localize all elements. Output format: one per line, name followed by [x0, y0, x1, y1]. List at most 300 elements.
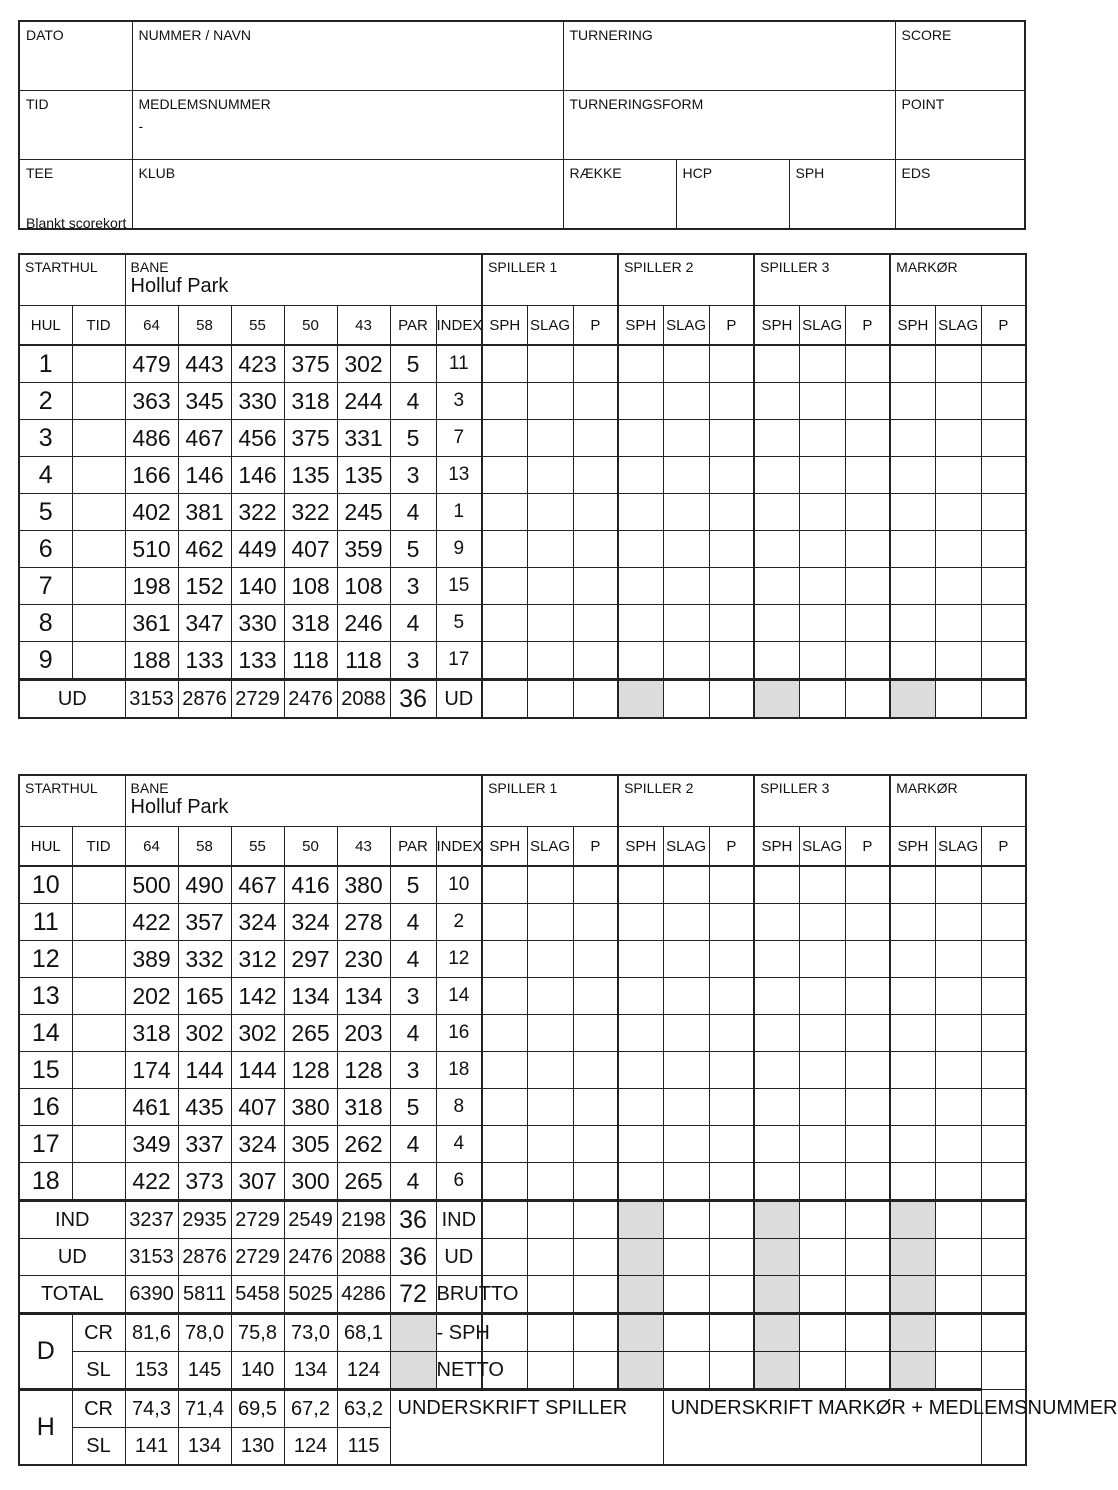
score-cell[interactable] — [845, 457, 890, 494]
score-cell[interactable] — [890, 420, 935, 457]
tee-time-cell[interactable] — [72, 494, 125, 531]
score-cell[interactable] — [482, 457, 527, 494]
score-cell[interactable] — [981, 941, 1026, 978]
score-cell[interactable] — [618, 605, 663, 642]
score-cell[interactable] — [799, 941, 845, 978]
score-cell[interactable] — [935, 866, 981, 904]
score-cell[interactable] — [709, 1163, 754, 1201]
score-cell[interactable] — [845, 904, 890, 941]
sum-score-cell[interactable] — [845, 1314, 890, 1352]
score-cell[interactable] — [799, 1126, 845, 1163]
score-cell[interactable] — [573, 383, 618, 420]
score-cell[interactable] — [845, 1052, 890, 1089]
score-cell[interactable] — [799, 494, 845, 531]
score-cell[interactable] — [482, 904, 527, 941]
sum-score-cell[interactable] — [709, 1239, 754, 1276]
score-cell[interactable] — [573, 941, 618, 978]
score-cell[interactable] — [754, 866, 799, 904]
score-cell[interactable] — [890, 866, 935, 904]
score-cell[interactable] — [482, 531, 527, 568]
score-cell[interactable] — [981, 1089, 1026, 1126]
sum-score-cell[interactable] — [935, 1276, 981, 1314]
sum-score-cell[interactable] — [709, 1201, 754, 1239]
score-cell[interactable] — [981, 568, 1026, 605]
field-point[interactable]: POINT — [895, 91, 1025, 160]
score-cell[interactable] — [935, 457, 981, 494]
sum-score-cell[interactable] — [890, 1201, 935, 1239]
score-cell[interactable] — [845, 568, 890, 605]
score-cell[interactable] — [618, 1163, 663, 1201]
score-cell[interactable] — [799, 568, 845, 605]
score-cell[interactable] — [709, 457, 754, 494]
sum-score-cell[interactable] — [527, 1239, 573, 1276]
score-cell[interactable] — [573, 978, 618, 1015]
score-cell[interactable] — [845, 941, 890, 978]
sum-score-cell[interactable] — [754, 1352, 799, 1390]
sum-score-cell[interactable] — [981, 1276, 1026, 1314]
sum-score-cell[interactable] — [754, 1314, 799, 1352]
sum-score-cell[interactable] — [799, 1352, 845, 1390]
score-cell[interactable] — [527, 605, 573, 642]
score-cell[interactable] — [890, 1126, 935, 1163]
score-cell[interactable] — [527, 1052, 573, 1089]
score-cell[interactable] — [890, 605, 935, 642]
score-cell[interactable] — [981, 345, 1026, 383]
field-tid[interactable]: TID — [19, 91, 132, 160]
score-cell[interactable] — [981, 494, 1026, 531]
sum-score-cell[interactable] — [890, 1352, 935, 1390]
sum-score-cell[interactable] — [527, 680, 573, 719]
score-cell[interactable] — [709, 1052, 754, 1089]
score-cell[interactable] — [573, 1015, 618, 1052]
score-cell[interactable] — [845, 531, 890, 568]
score-cell[interactable] — [754, 978, 799, 1015]
tee-time-cell[interactable] — [72, 642, 125, 680]
score-cell[interactable] — [981, 1052, 1026, 1089]
score-cell[interactable] — [845, 383, 890, 420]
score-cell[interactable] — [618, 1052, 663, 1089]
score-cell[interactable] — [799, 904, 845, 941]
score-cell[interactable] — [709, 531, 754, 568]
sum-score-cell[interactable] — [663, 680, 709, 719]
score-cell[interactable] — [618, 494, 663, 531]
score-cell[interactable] — [890, 494, 935, 531]
score-cell[interactable] — [709, 978, 754, 1015]
sum-score-cell[interactable] — [845, 1239, 890, 1276]
sum-score-cell[interactable] — [754, 680, 799, 719]
field-dato[interactable]: DATO — [19, 21, 132, 91]
score-cell[interactable] — [618, 531, 663, 568]
score-cell[interactable] — [618, 568, 663, 605]
tee-time-cell[interactable] — [72, 345, 125, 383]
score-cell[interactable] — [709, 941, 754, 978]
score-cell[interactable] — [890, 1052, 935, 1089]
score-cell[interactable] — [890, 531, 935, 568]
score-cell[interactable] — [935, 494, 981, 531]
score-cell[interactable] — [754, 420, 799, 457]
sum-score-cell[interactable] — [618, 1239, 663, 1276]
sum-score-cell[interactable] — [890, 1314, 935, 1352]
score-cell[interactable] — [482, 1015, 527, 1052]
score-cell[interactable] — [890, 568, 935, 605]
score-cell[interactable] — [935, 605, 981, 642]
score-cell[interactable] — [845, 1015, 890, 1052]
score-cell[interactable] — [754, 1052, 799, 1089]
score-cell[interactable] — [799, 642, 845, 680]
sum-score-cell[interactable] — [573, 1276, 618, 1314]
sum-score-cell[interactable] — [981, 1239, 1026, 1276]
score-cell[interactable] — [709, 345, 754, 383]
score-cell[interactable] — [799, 457, 845, 494]
score-cell[interactable] — [482, 605, 527, 642]
score-cell[interactable] — [527, 978, 573, 1015]
score-cell[interactable] — [527, 642, 573, 680]
score-cell[interactable] — [799, 420, 845, 457]
sum-score-cell[interactable] — [573, 680, 618, 719]
sum-score-cell[interactable] — [482, 1201, 527, 1239]
score-cell[interactable] — [709, 383, 754, 420]
score-cell[interactable] — [709, 904, 754, 941]
sum-score-cell[interactable] — [799, 1239, 845, 1276]
field-hcp[interactable]: HCP — [676, 160, 789, 230]
score-cell[interactable] — [618, 941, 663, 978]
sum-score-cell[interactable] — [754, 1276, 799, 1314]
tee-time-cell[interactable] — [72, 904, 125, 941]
score-cell[interactable] — [981, 420, 1026, 457]
sum-score-cell[interactable] — [799, 1276, 845, 1314]
field-sph[interactable]: SPH — [789, 160, 895, 230]
score-cell[interactable] — [573, 1052, 618, 1089]
sum-score-cell[interactable] — [482, 680, 527, 719]
score-cell[interactable] — [663, 1015, 709, 1052]
score-cell[interactable] — [482, 1052, 527, 1089]
sum-score-cell[interactable] — [618, 1352, 663, 1390]
score-cell[interactable] — [527, 420, 573, 457]
sum-score-cell[interactable] — [663, 1201, 709, 1239]
sum-score-cell[interactable] — [527, 1352, 573, 1390]
score-cell[interactable] — [663, 978, 709, 1015]
score-cell[interactable] — [482, 568, 527, 605]
sum-score-cell[interactable] — [663, 1352, 709, 1390]
score-cell[interactable] — [754, 531, 799, 568]
score-cell[interactable] — [935, 1052, 981, 1089]
score-cell[interactable] — [890, 941, 935, 978]
score-cell[interactable] — [981, 383, 1026, 420]
score-cell[interactable] — [935, 978, 981, 1015]
score-cell[interactable] — [482, 941, 527, 978]
score-cell[interactable] — [981, 1163, 1026, 1201]
score-cell[interactable] — [663, 457, 709, 494]
score-cell[interactable] — [799, 383, 845, 420]
sum-score-cell[interactable] — [890, 1239, 935, 1276]
score-cell[interactable] — [799, 1089, 845, 1126]
score-cell[interactable] — [618, 1126, 663, 1163]
score-cell[interactable] — [709, 420, 754, 457]
score-cell[interactable] — [709, 1015, 754, 1052]
score-cell[interactable] — [527, 1089, 573, 1126]
score-cell[interactable] — [981, 531, 1026, 568]
sum-score-cell[interactable] — [573, 1201, 618, 1239]
score-cell[interactable] — [663, 866, 709, 904]
sum-score-cell[interactable] — [709, 1352, 754, 1390]
score-cell[interactable] — [663, 1089, 709, 1126]
score-cell[interactable] — [754, 904, 799, 941]
score-cell[interactable] — [663, 904, 709, 941]
score-cell[interactable] — [890, 457, 935, 494]
sum-score-cell[interactable] — [573, 1314, 618, 1352]
sum-score-cell[interactable] — [935, 1239, 981, 1276]
sum-score-cell[interactable] — [799, 1314, 845, 1352]
score-cell[interactable] — [573, 1126, 618, 1163]
score-cell[interactable] — [618, 866, 663, 904]
sum-score-cell[interactable] — [527, 1314, 573, 1352]
score-cell[interactable] — [981, 904, 1026, 941]
tee-time-cell[interactable] — [72, 1163, 125, 1201]
score-cell[interactable] — [618, 904, 663, 941]
score-cell[interactable] — [663, 642, 709, 680]
score-cell[interactable] — [799, 1015, 845, 1052]
score-cell[interactable] — [573, 642, 618, 680]
sum-score-cell[interactable] — [981, 1314, 1026, 1352]
score-cell[interactable] — [799, 605, 845, 642]
score-cell[interactable] — [754, 1163, 799, 1201]
score-cell[interactable] — [663, 345, 709, 383]
score-cell[interactable] — [663, 605, 709, 642]
score-cell[interactable] — [709, 1126, 754, 1163]
score-cell[interactable] — [618, 420, 663, 457]
sum-score-cell[interactable] — [799, 1201, 845, 1239]
score-cell[interactable] — [527, 1015, 573, 1052]
score-cell[interactable] — [663, 531, 709, 568]
score-cell[interactable] — [890, 978, 935, 1015]
score-cell[interactable] — [890, 1015, 935, 1052]
score-cell[interactable] — [482, 866, 527, 904]
sum-score-cell[interactable] — [981, 680, 1026, 719]
sum-score-cell[interactable] — [709, 1314, 754, 1352]
sum-score-cell[interactable] — [618, 680, 663, 719]
score-cell[interactable] — [618, 1089, 663, 1126]
score-cell[interactable] — [482, 1089, 527, 1126]
score-cell[interactable] — [573, 420, 618, 457]
sum-score-cell[interactable] — [527, 1276, 573, 1314]
tee-time-cell[interactable] — [72, 457, 125, 494]
score-cell[interactable] — [935, 383, 981, 420]
score-cell[interactable] — [573, 531, 618, 568]
score-cell[interactable] — [709, 494, 754, 531]
tee-time-cell[interactable] — [72, 605, 125, 642]
sum-score-cell[interactable] — [799, 680, 845, 719]
field-medlemsnummer[interactable]: MEDLEMSNUMMER - — [132, 91, 563, 160]
score-cell[interactable] — [890, 904, 935, 941]
score-cell[interactable] — [663, 383, 709, 420]
score-cell[interactable] — [573, 866, 618, 904]
sum-score-cell[interactable] — [754, 1201, 799, 1239]
score-cell[interactable] — [799, 1163, 845, 1201]
score-cell[interactable] — [799, 978, 845, 1015]
score-cell[interactable] — [573, 1089, 618, 1126]
sum-score-cell[interactable] — [935, 680, 981, 719]
score-cell[interactable] — [981, 866, 1026, 904]
score-cell[interactable] — [663, 1052, 709, 1089]
sum-score-cell[interactable] — [845, 1352, 890, 1390]
score-cell[interactable] — [845, 1126, 890, 1163]
sum-score-cell[interactable] — [845, 680, 890, 719]
score-cell[interactable] — [981, 978, 1026, 1015]
score-cell[interactable] — [935, 1015, 981, 1052]
score-cell[interactable] — [754, 568, 799, 605]
sum-score-cell[interactable] — [981, 1352, 1026, 1390]
score-cell[interactable] — [754, 642, 799, 680]
score-cell[interactable] — [709, 568, 754, 605]
field-turneringsform[interactable]: TURNERINGSFORM — [563, 91, 895, 160]
score-cell[interactable] — [527, 568, 573, 605]
score-cell[interactable] — [663, 1163, 709, 1201]
score-cell[interactable] — [663, 1126, 709, 1163]
score-cell[interactable] — [482, 1126, 527, 1163]
score-cell[interactable] — [845, 978, 890, 1015]
score-cell[interactable] — [663, 568, 709, 605]
sum-score-cell[interactable] — [573, 1352, 618, 1390]
score-cell[interactable] — [573, 1163, 618, 1201]
field-score[interactable]: SCORE — [895, 21, 1025, 91]
score-cell[interactable] — [527, 531, 573, 568]
score-cell[interactable] — [527, 941, 573, 978]
score-cell[interactable] — [981, 1015, 1026, 1052]
sum-score-cell[interactable] — [935, 1314, 981, 1352]
score-cell[interactable] — [618, 345, 663, 383]
score-cell[interactable] — [527, 383, 573, 420]
sum-score-cell[interactable] — [935, 1201, 981, 1239]
score-cell[interactable] — [573, 605, 618, 642]
score-cell[interactable] — [845, 494, 890, 531]
sum-score-cell[interactable] — [845, 1201, 890, 1239]
tee-time-cell[interactable] — [72, 1015, 125, 1052]
score-cell[interactable] — [935, 531, 981, 568]
score-cell[interactable] — [663, 494, 709, 531]
score-cell[interactable] — [709, 605, 754, 642]
score-cell[interactable] — [935, 568, 981, 605]
score-cell[interactable] — [890, 642, 935, 680]
score-cell[interactable] — [482, 345, 527, 383]
signature-marker[interactable]: UNDERSKRIFT MARKØR + MEDLEMSNUMMER — [663, 1390, 981, 1466]
sum-score-cell[interactable] — [890, 680, 935, 719]
sum-score-cell[interactable] — [663, 1239, 709, 1276]
field-nummer-navn[interactable]: NUMMER / NAVN — [132, 21, 563, 91]
score-cell[interactable] — [754, 494, 799, 531]
score-cell[interactable] — [709, 1089, 754, 1126]
score-cell[interactable] — [573, 568, 618, 605]
tee-time-cell[interactable] — [72, 568, 125, 605]
sum-score-cell[interactable] — [482, 1239, 527, 1276]
sum-score-cell[interactable] — [663, 1276, 709, 1314]
score-cell[interactable] — [981, 642, 1026, 680]
score-cell[interactable] — [482, 383, 527, 420]
score-cell[interactable] — [482, 494, 527, 531]
score-cell[interactable] — [845, 642, 890, 680]
score-cell[interactable] — [573, 345, 618, 383]
score-cell[interactable] — [754, 1089, 799, 1126]
sum-score-cell[interactable] — [709, 1276, 754, 1314]
score-cell[interactable] — [799, 345, 845, 383]
score-cell[interactable] — [618, 642, 663, 680]
tee-time-cell[interactable] — [72, 420, 125, 457]
score-cell[interactable] — [935, 904, 981, 941]
score-cell[interactable] — [845, 345, 890, 383]
score-cell[interactable] — [754, 345, 799, 383]
score-cell[interactable] — [845, 1163, 890, 1201]
score-cell[interactable] — [754, 941, 799, 978]
score-cell[interactable] — [618, 383, 663, 420]
score-cell[interactable] — [845, 605, 890, 642]
tee-time-cell[interactable] — [72, 383, 125, 420]
score-cell[interactable] — [709, 866, 754, 904]
field-tee[interactable]: TEE — [19, 160, 132, 230]
score-cell[interactable] — [618, 978, 663, 1015]
signature-player[interactable]: UNDERSKRIFT SPILLER — [390, 1390, 663, 1466]
tee-time-cell[interactable] — [72, 1126, 125, 1163]
tee-time-cell[interactable] — [72, 941, 125, 978]
sum-score-cell[interactable] — [618, 1314, 663, 1352]
score-cell[interactable] — [663, 420, 709, 457]
score-cell[interactable] — [663, 941, 709, 978]
score-cell[interactable] — [890, 345, 935, 383]
sum-score-cell[interactable] — [709, 680, 754, 719]
score-cell[interactable] — [754, 1015, 799, 1052]
score-cell[interactable] — [935, 1163, 981, 1201]
field-eds[interactable]: EDS — [895, 160, 1025, 230]
score-cell[interactable] — [935, 941, 981, 978]
score-cell[interactable] — [799, 1052, 845, 1089]
sum-score-cell[interactable] — [935, 1352, 981, 1390]
score-cell[interactable] — [709, 642, 754, 680]
sum-score-cell[interactable] — [981, 1201, 1026, 1239]
score-cell[interactable] — [573, 904, 618, 941]
score-cell[interactable] — [890, 1163, 935, 1201]
score-cell[interactable] — [799, 866, 845, 904]
score-cell[interactable] — [482, 978, 527, 1015]
score-cell[interactable] — [527, 457, 573, 494]
score-cell[interactable] — [527, 866, 573, 904]
sum-score-cell[interactable] — [663, 1314, 709, 1352]
score-cell[interactable] — [482, 420, 527, 457]
score-cell[interactable] — [527, 494, 573, 531]
tee-time-cell[interactable] — [72, 1052, 125, 1089]
score-cell[interactable] — [935, 420, 981, 457]
score-cell[interactable] — [935, 345, 981, 383]
score-cell[interactable] — [845, 420, 890, 457]
score-cell[interactable] — [981, 1126, 1026, 1163]
score-cell[interactable] — [845, 1089, 890, 1126]
field-turnering[interactable]: TURNERING — [563, 21, 895, 91]
sum-score-cell[interactable] — [890, 1276, 935, 1314]
score-cell[interactable] — [527, 904, 573, 941]
tee-time-cell[interactable] — [72, 531, 125, 568]
score-cell[interactable] — [618, 457, 663, 494]
score-cell[interactable] — [890, 1089, 935, 1126]
sum-score-cell[interactable] — [845, 1276, 890, 1314]
score-cell[interactable] — [890, 383, 935, 420]
score-cell[interactable] — [799, 531, 845, 568]
score-cell[interactable] — [618, 1015, 663, 1052]
score-cell[interactable] — [935, 1089, 981, 1126]
score-cell[interactable] — [573, 494, 618, 531]
field-raekke[interactable]: RÆKKE — [563, 160, 676, 230]
sum-score-cell[interactable] — [618, 1201, 663, 1239]
score-cell[interactable] — [527, 1163, 573, 1201]
score-cell[interactable] — [981, 605, 1026, 642]
score-cell[interactable] — [754, 1126, 799, 1163]
score-cell[interactable] — [754, 457, 799, 494]
